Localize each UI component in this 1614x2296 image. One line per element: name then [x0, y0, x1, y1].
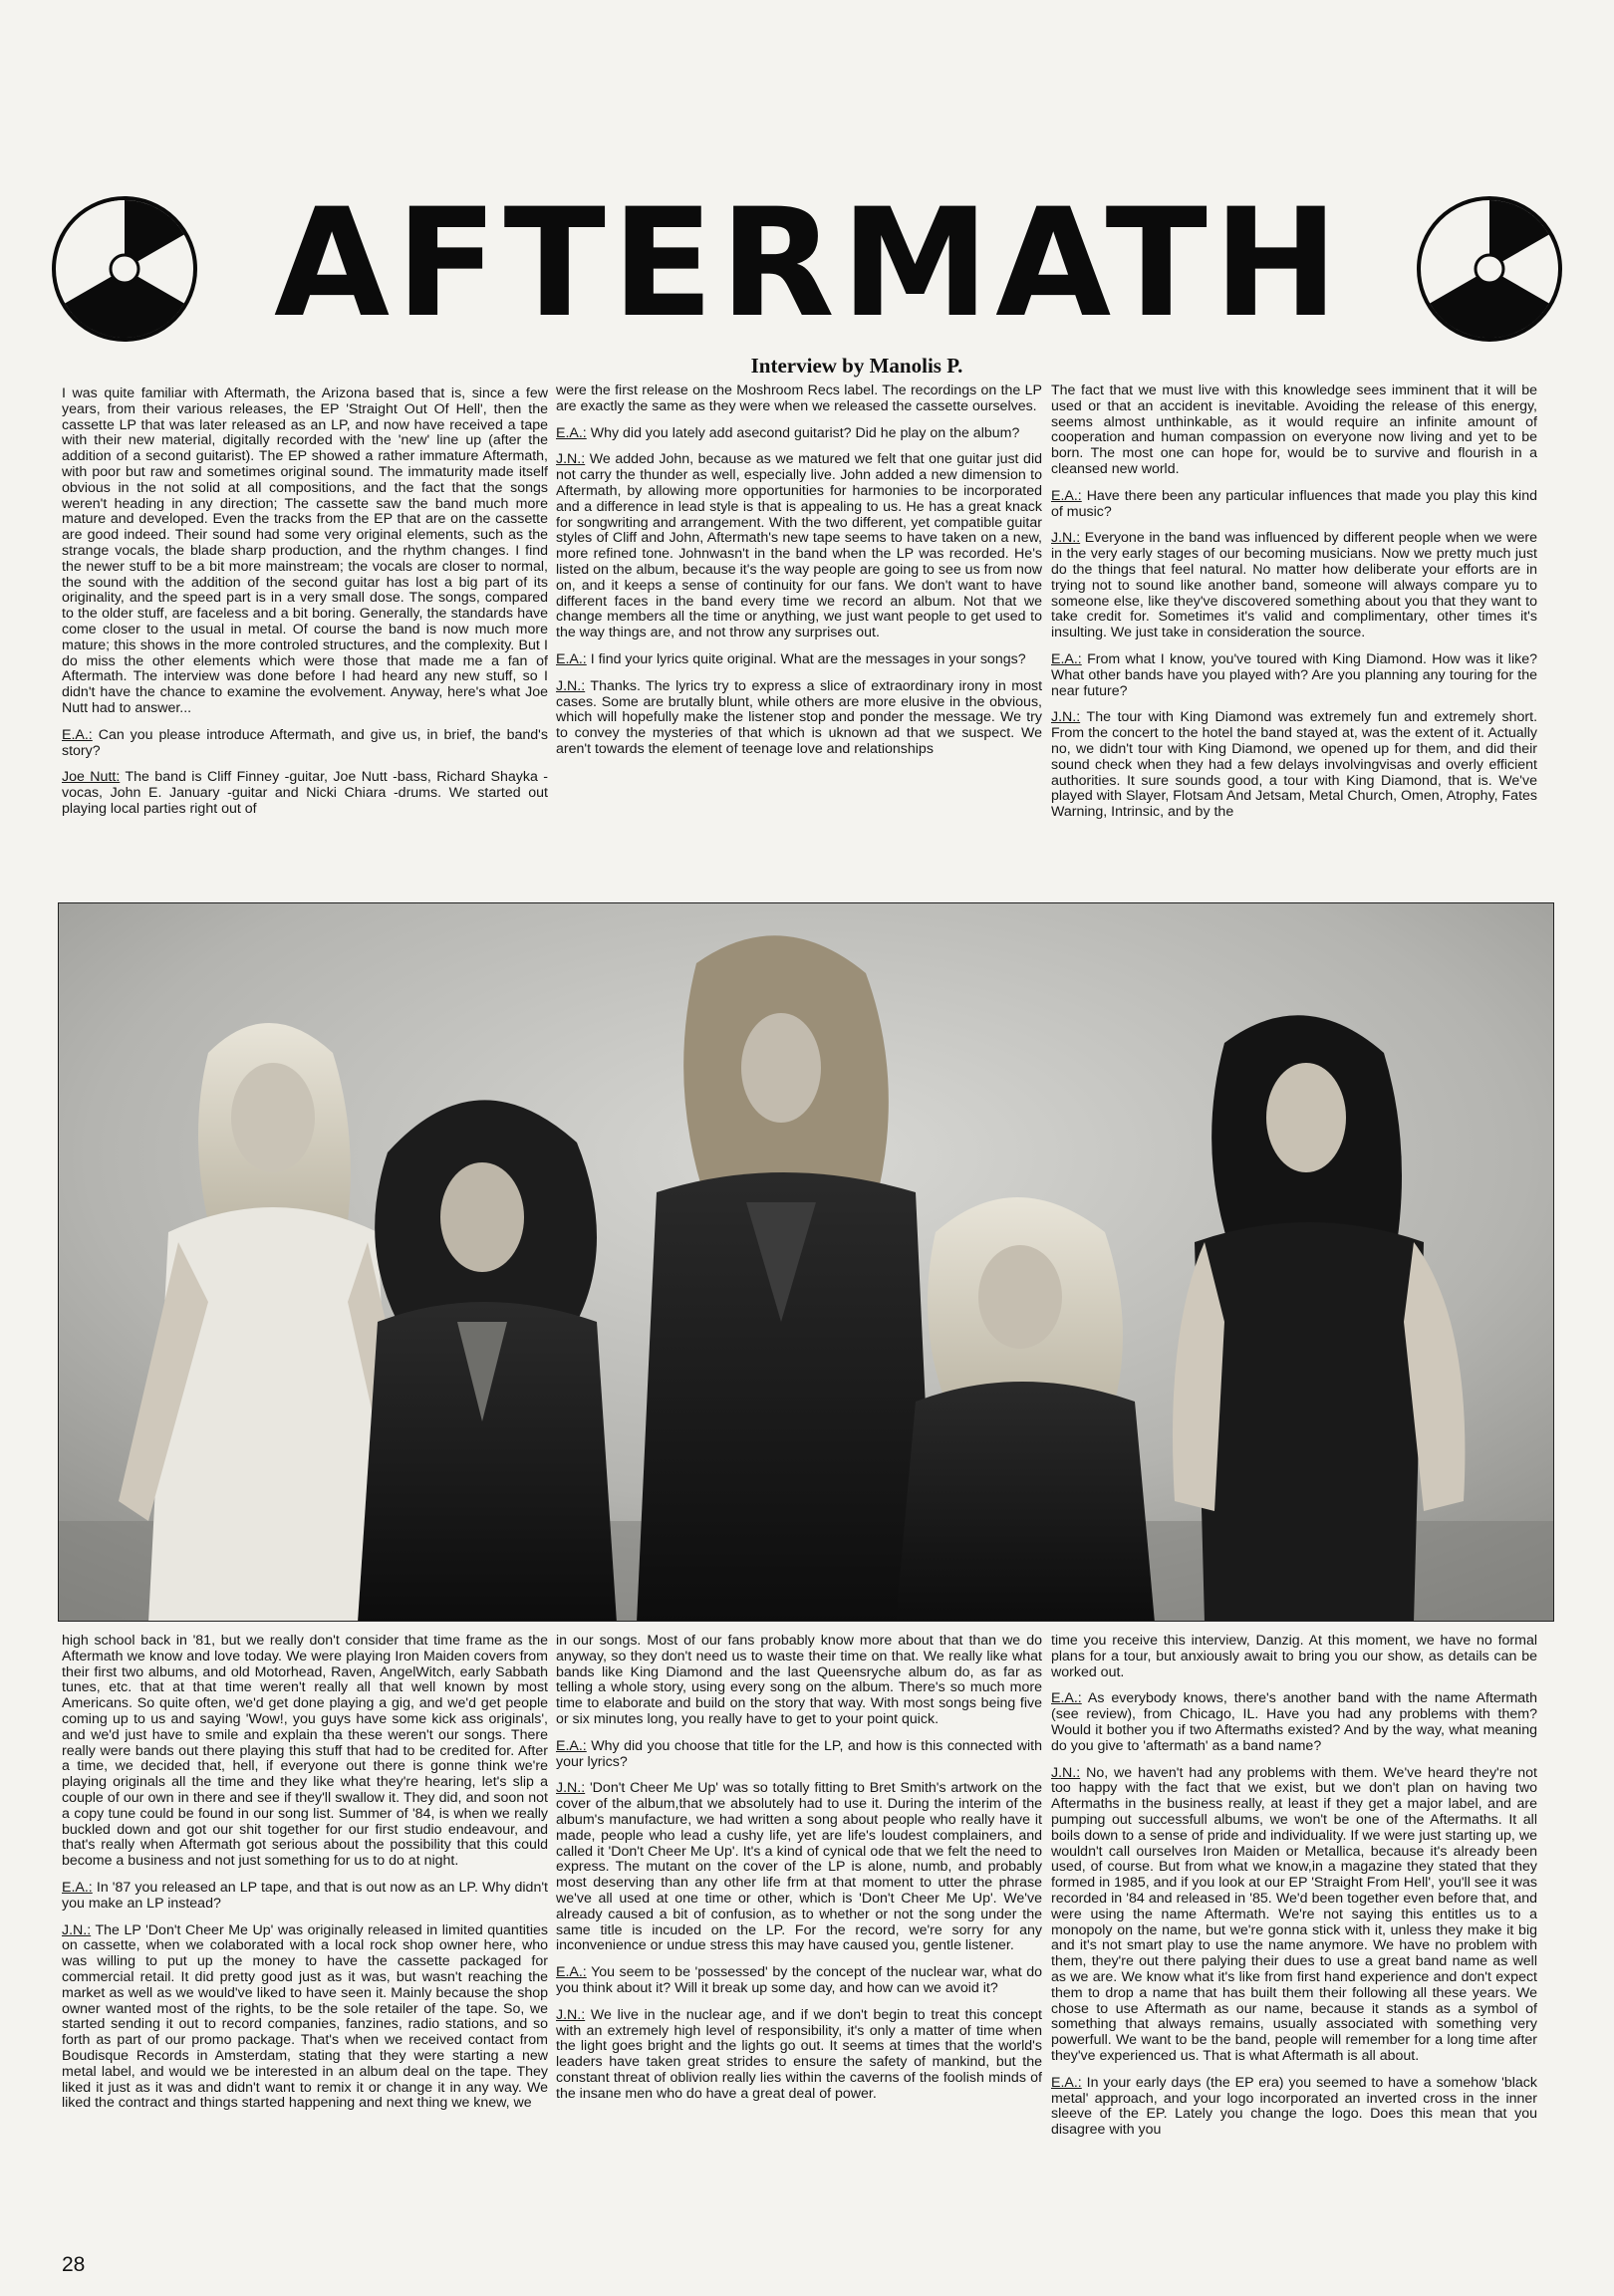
paragraph [1051, 710, 1537, 821]
paragraph [556, 652, 1042, 668]
speaker-label: Joe Nutt: [62, 769, 121, 786]
speaker-label: J.N.: [556, 451, 586, 468]
paragraph [62, 770, 548, 817]
article-header [50, 177, 1564, 378]
paragraph-text: No, we haven't had any problems with them. We've heard they're not too happy with the fact that we exist, but we don't plan on having two Aftermaths in the business really, at least if they get a major label, and are pumping out successfull albums, we won't be one of the Aftermaths. It all boils down to a sense of pride and individuality. If we were just starting up, we wouldn't call ourselves Iron Maiden or Metallica, because it's already been used, of course. But from what we know,in a magazine they stated that they formed in 1985, and if you look at our EP 'Straight From Hell', you'll see it was recorded in '84 and released in '85. We'd been together even before that, and were using the name Aftermath. We're not saying this entitles us to a monopoly on the name, but we're gonna stick with it, unless they make it big and it's not smart play to use the name anymore. We have no problem with them, they're out there palying their dues to use a great band name as well as we are. We know what it's like from first hand experience and don't expect them to drop a name that has built them their following all these years. We chose to use Aftermath as our name, because it stands as a symbol of something that always remains, usually associated with something very powerfull. We want to be the band, people will remember for a long time after they've experienced us. That is what Aftermath is all about. [1051, 1764, 1537, 2064]
paragraph [62, 386, 548, 717]
paragraph-text: high school back in '81, but we really don't consider that time frame as the Aftermath we know and love today. We were playing Iron Maiden covers from their first two albums, and old Motorhead, Raven, AngelWitch, early Sabbath tunes, etc. that at that time weren't really all that well known by most Americans. So quite often, we'd get done playing a gig, and we'd get people coming up to us and saying 'Wow!, you guys have some kick ass originals', and we'd just have to smile and explain tha these weren't our songs. There really were bands out there playing this stuff that had to be credited for. After a time, we decided that, hell, if everyone out there is gonne think we're playing originals all the time and they like what they're hearing, let's slip a couple of our own in there and see if they'll swallow it. They did, and soon not a copy tune could be found in our song list. Summer of '84, is when we really buckled down and got our shit together for our first studio endeavour, and that's really when Aftermath got serious about the possibility that this could become a business and not just something for us to do at night. [62, 1634, 548, 1870]
paragraph [556, 679, 1042, 758]
paragraph-text: Why did you choose that title for the LP, and how is this connected with your lyrics? [556, 1737, 1042, 1770]
paragraph-text: The LP 'Don't Cheer Me Up' was originally released in limited quantities on cassette, when we colaborated with a local rock shop owner here, who was willing to put up the money to have the cassette packaged for commercial retail. It did pretty good just as it was, but wasn't reaching the market as well as we would've liked to have seen it. Mainly because the shop owner wanted most of the rights, to be the sole retailer of the tape. So, we started sending it out to record companies, fanzines, radio stations, and so forth as part of our promo package. That's when we received contact from Boudisque Records in Amsterdam, stating that they were starting a new metal label, and would we be interested in an album deal on the tape. They liked it just as it was and didn't want to remix it or change it in any way. We liked the contract and things started happening and next thing we knew, we [62, 1921, 548, 2112]
paragraph [62, 1881, 548, 1913]
paragraph-text: You seem to be 'possessed' by the concept of the nuclear war, what do you think about it? Will it break up some day, and how can we avoid it? [556, 1964, 1042, 1996]
paragraph [556, 1739, 1042, 1771]
band-logo-title: AFTERMATH [274, 177, 1345, 351]
speaker-label: E.A.: [556, 424, 587, 441]
paragraph-text: From what I know, you've toured with King Diamond. How was it like? What other bands have you played with? Are you planning any touring for the near future? [1051, 650, 1537, 699]
column-1-bottom [62, 1634, 548, 2241]
band-photo [58, 902, 1554, 1622]
paragraph-text: I was quite familiar with Aftermath, the Arizona based that is, since a few years, from their various releases, the EP 'Straight Out Of Hell', then the cassette LP that was later released as an LP, and now have received a tape with their new material, digitally recorded with the 'new' line up (after the addition of a second guitarist). The EP showed a rather immature Aftermath, with poor but raw and sometimes original sound. The immaturity made itself obvious in the not solid at all compositions, and the fact that the songs weren't heading in any direction; The cassette saw the band much more mature and developed. Even the tracks from the EP that are on the cassette are good indeed. Their sound had some very original elements, such as the strange vocals, the blade sharp production, and the rhythm changes. I find the newer stuff to be a bit more mainstream; the vocals are closer to normal, the sound with the addition of the second guitar has lost a big part of its originality, and the speed part is in a very small dose. The songs, compared to the older stuff, are faceless and a bit boring. Generally, the standards have come closer to the usual in metal. Of course the band is now much more mature; this shows in the more controled structures, and the complexity. But I do miss the other elements which were those that made me a fan of Aftermath. The interview was done before I had heard any new stuff, so I didn't have the chance to examine the evolvement. Anyway, here's what Joe Nutt had to answer... [62, 386, 548, 716]
paragraph [1051, 1766, 1537, 2065]
radiation-symbol-icon [1415, 194, 1564, 344]
paragraph [556, 2008, 1042, 2103]
paragraph [62, 728, 548, 760]
band-photo-image [59, 903, 1554, 1622]
speaker-label: E.A.: [1051, 487, 1082, 504]
paragraph-text: Why did you lately add asecond guitarist? Did he play on the album? [590, 424, 1020, 441]
speaker-label: E.A.: [556, 1737, 587, 1754]
page-number: 28 [62, 2253, 86, 2276]
column-3-bottom [1051, 1634, 1537, 2241]
column-2-bottom [556, 1634, 1042, 2241]
paragraph-text: Can you please introduce Aftermath, and give us, in brief, the band's story? [62, 726, 548, 759]
paragraph [556, 1781, 1042, 1954]
speaker-label: J.N.: [1051, 709, 1081, 726]
column-2-top [556, 383, 1042, 894]
paragraph [556, 452, 1042, 641]
paragraph-text: I find your lyrics quite original. What are the messages in your songs? [590, 650, 1026, 667]
paragraph [1051, 652, 1537, 699]
paragraph-text: Everyone in the band was influenced by different people when we were in the very early stages of our becoming musicians. Now we pretty much just do the things that feel natural. No matter how deliberate your efforts are in trying not to sound like another band, someone will always compare yu to someone else, like they've discovered something about you that they want to take credit for. Sometimes it's valid and complimentary, other times it's insulting. We just take in consideration the source. [1051, 530, 1537, 641]
paragraph-text: The fact that we must live with this knowledge sees imminent that it will be used or that an accident is inevitable. Avoiding the release of this energy, seems almost unthinkable, as it would require an infinite amount of cooperation and human compassion on everyone now living and yet to be born. The most one can hope for, would be to survive and flourish in a cleansed new world. [1051, 383, 1537, 477]
paragraph [62, 1923, 548, 2113]
paragraph-text: We added John, because as we matured we felt that one guitar just did not carry the thunder as well, especially live. John added a new dimension to Aftermath, by allowing more opportunities for harmonies to be incorporated and a difference in lead style is that is appealing to us. He has a great knack for songwriting and arrangement. With the two different, yet compatible guitar styles of Cliff and John, Aftermath's new tape seems to have taken on a new, more refined tone. Johnwasn't in the band when the LP was recorded. He's listed on the album, because it's the way people are going to see us from now on, and it keeps a sense of continuity for our fans. We don't want to have different faces in the band every time we record an album. Not that we change members all the time or anything, we just want people to get used to the way things are, and not throw any surprises out. [556, 451, 1042, 641]
paragraph-text: Have there been any particular influences that made you play this kind of music? [1051, 487, 1537, 520]
speaker-label: J.N.: [556, 1780, 586, 1797]
speaker-label: J.N.: [556, 2006, 586, 2023]
column-3-top [1051, 383, 1537, 894]
speaker-label: E.A.: [556, 1964, 587, 1981]
paragraph-text: In '87 you released an LP tape, and that is out now as an LP. Why didn't you make an LP instead? [62, 1879, 548, 1912]
paragraph [62, 1634, 548, 1870]
speaker-label: E.A.: [62, 1879, 93, 1896]
speaker-label: J.N.: [556, 677, 586, 694]
speaker-label: J.N.: [62, 1921, 92, 1938]
paragraph-text: Thanks. The lyrics try to express a slice of extraordinary irony in most cases. Some are brutally blunt, while others are more elusive in the obvious, which will hopefully make the listener stop and ponder the message. We try to convey the mysteries of that which is uknown ad that we suspect. We aren't towards the element of teenage love and relationships [556, 677, 1042, 757]
radiation-symbol-icon [50, 194, 199, 344]
paragraph-text: 'Don't Cheer Me Up' was so totally fitting to Bret Smith's artwork on the cover of the album,that we absolutely had to use it. During the interim of the album's manufacture, we had written a song about people who really have it made, people who lead a cushy life, yet are life's loudest complainers, and called it 'Don't Cheer Me Up'. It's a kind of cynical ode that we felt the need to express. The mutant on the cover of the LP is alone, numb, and probably most deserving than any other life frm at that moment to utter the phrase we've all used at one time or other, which is 'Don't Cheer Me Up'. We've already caused a bit of confusion, as to whether or not the song under the same title is incuded on the LP. For the record, we're sorry for any inconvenience or undue stress this may have caused you, gentle listener. [556, 1780, 1042, 1954]
speaker-label: E.A.: [1051, 2074, 1082, 2091]
paragraph-text: The tour with King Diamond was extremely fun and extremely short. From the concert to the hotel the band stayed at, was the extent of it. Actually no, we didn't tour with King Diamond, we opened up for them, and did their sound check when they had a few delays involvingvisas and overly efficient authorities. It sure sounds good, a tour with King Diamond, that is. We've played with Slayer, Flotsam And Jetsam, Metal Church, Omen, Atrophy, Fates Warning, Intrinsic, and by the [1051, 709, 1537, 821]
paragraph [1051, 489, 1537, 521]
speaker-label: J.N.: [1051, 530, 1081, 547]
paragraph-text: We live in the nuclear age, and if we don't begin to treat this concept with an extremely high level of responsibility, it's only a matter of time when the light goes bright and the lights go out. It seems at times that the world's leaders have taken great strides to ensure the safety of mankind, but the constant threat of oblivion really lies within the caverns of the foolish minds of the insane men who do have a great deal of power. [556, 2006, 1042, 2102]
speaker-label: E.A.: [1051, 1690, 1082, 1707]
paragraph [1051, 383, 1537, 478]
speaker-label: E.A.: [62, 726, 93, 743]
byline: Interview by Manolis P. [750, 354, 963, 378]
paragraph [1051, 2076, 1537, 2139]
paragraph [556, 426, 1042, 442]
paragraph [1051, 1691, 1537, 1754]
paragraph-text: In your early days (the EP era) you seemed to have a somehow 'black metal' approach, and your logo incorporated an inverted cross in the inner sleeve of the EP. Lately you change the logo. Does this mean that you disagree with you [1051, 2074, 1537, 2139]
speaker-label: E.A.: [556, 650, 587, 667]
paragraph-text: in our songs. Most of our fans probably know more about that than we do anyway, so they don't need us to waste their time on that. We really like what bands like King Diamond and the last Queensryche album do, as far as telling a whole story, using every song on the album. There's so much more time to elaborate and build on the story that way. With most songs being five or six minutes long, you really have to get to your point quick. [556, 1634, 1042, 1727]
speaker-label: E.A.: [1051, 650, 1082, 667]
paragraph [556, 383, 1042, 415]
paragraph [556, 1634, 1042, 1728]
paragraph-text: time you receive this interview, Danzig. At this moment, we have no formal plans for a tour, but anxiously await to bring you our show, as details can be worked out. [1051, 1634, 1537, 1680]
paragraph [1051, 531, 1537, 641]
paragraph [556, 1965, 1042, 1997]
paragraph-text: The band is Cliff Finney -guitar, Joe Nutt -bass, Richard Shayka -vocas, John E. January -guitar and Nicki Chiara -drums. We started out playing local parties right out of [62, 769, 548, 817]
column-1-top [62, 386, 548, 894]
paragraph-text: were the first release on the Moshroom Recs label. The recordings on the LP are exactly the same as they were when we released the cassette ourselves. [556, 383, 1042, 414]
paragraph [1051, 1634, 1537, 1680]
band-member-2 [358, 1100, 617, 1622]
speaker-label: J.N.: [1051, 1764, 1081, 1781]
paragraph-text: As everybody knows, there's another band with the name Aftermath (see review), from Chicago, IL. Have you had any problems with them? Would it bother you if two Aftermaths existed? And by the way, what meaning do you give to 'aftermath' as a band name? [1051, 1690, 1537, 1754]
